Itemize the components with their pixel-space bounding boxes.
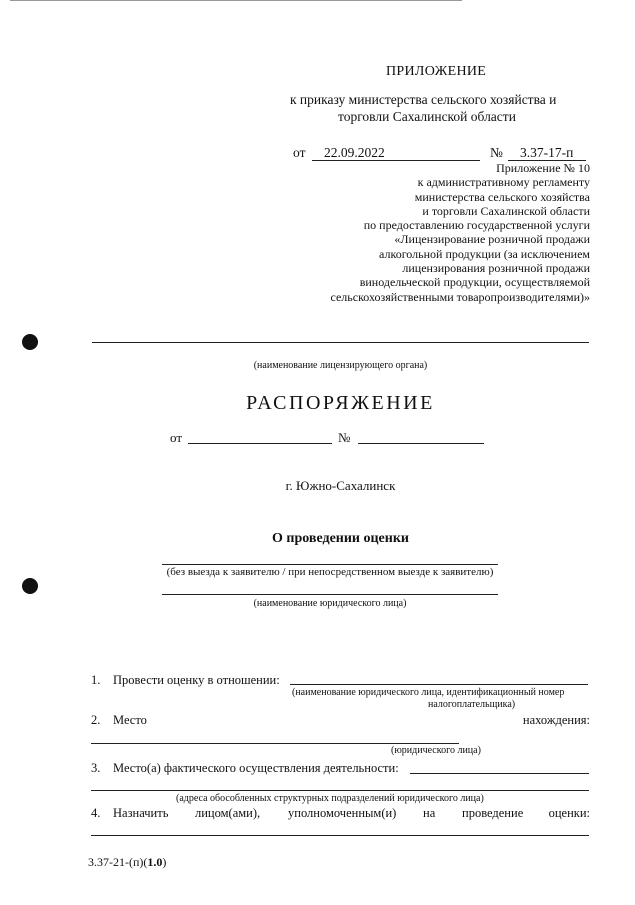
city-label: г. Южно-Сахалинск [285,478,396,493]
order-date: 22.09.2022 [324,145,385,160]
order-line-1: к приказу министерства сельского хозяйства и [290,92,557,107]
item-1-number: 1. [91,673,101,687]
licensing-body-caption: (наименование лицензирующего органа) [253,360,428,371]
order-num-label: № [490,145,503,160]
item-1-caption-b: налогоплательщика) [428,699,516,710]
document-code-version: 1.0 [147,855,163,869]
appendix-line: винодельческой продукции, осуществляемой [359,275,590,290]
appendix-line: министерства сельского хозяйства [414,189,590,204]
entity-line [162,594,498,595]
item-4-word-6: оценки: [548,806,590,820]
entity-caption: (наименование юридического лица) [253,598,407,609]
item-3-number: 3. [91,761,101,775]
item-3-caption: (адреса обособленных структурных подразделений юридического лица) [176,793,484,804]
document-code [88,855,166,870]
item-2-word-1: Место [113,713,147,727]
appendix-line: алкогольной продукции (за исключением [379,246,590,261]
licensing-body-line [92,342,589,343]
item-4-word-3: уполномоченным(и) [288,806,397,820]
decree-num-label: № [338,430,351,445]
item-1-caption-a: (наименование юридического лица, идентификационный номер [292,687,565,698]
item-1-line [290,684,588,685]
scan-edge-line [10,0,462,1]
appendix-line: и торговли Сахалинской области [422,203,590,218]
appendix-line: лицензирования розничной продажи [402,261,590,276]
document-title: РАСПОРЯЖЕНИЕ [246,392,435,414]
order-line-2: торговли Сахалинской области [338,109,516,124]
order-from-label: от [293,145,306,160]
item-4-word-1: Назначить [113,806,169,820]
item-2-number: 2. [91,713,101,727]
mode-caption: (без выезда к заявителю / при непосредственном выезде к заявителю) [166,566,494,578]
punch-hole-top [22,334,38,350]
appendix-line: «Лицензирование розничной продажи [394,232,590,247]
appendix-line: по предоставлению государственной услуги [363,218,590,233]
decree-date-line [188,443,332,444]
item-4-word-5: проведение [462,806,524,820]
item-1-text: Провести оценку в отношении: [113,673,280,687]
item-3-line-b [91,790,589,791]
header-title: ПРИЛОЖЕНИЕ [386,64,487,79]
decree-from-label: от [170,430,183,445]
mode-line [162,564,498,565]
item-4-line [91,835,589,836]
document-code-prefix: 3.37-21-(п)( [88,855,148,869]
item-2-line [91,743,459,744]
item-4-word-4: на [423,806,436,820]
appendix-line: к административному регламенту [417,175,590,190]
item-2-caption: (юридического лица) [391,745,481,756]
appendix-line: Приложение № 10 [496,161,590,175]
item-2-word-2: нахождения: [522,713,590,727]
item-4-word-2: лицом(ами), [195,806,261,820]
document-code-suffix: ) [162,855,167,869]
item-3-line-a [410,773,589,774]
punch-hole-bottom [22,578,38,594]
appendix-block [260,161,590,304]
decree-number-line [358,443,484,444]
subject-heading: О проведении оценки [272,531,409,546]
order-number: 3.37-17-п [520,145,574,160]
appendix-line: сельскохозяйственными товаропроизводителями)» [330,289,590,304]
item-3-text: Место(а) фактического осуществления деятельности: [113,761,399,775]
item-4-number: 4. [91,806,101,820]
